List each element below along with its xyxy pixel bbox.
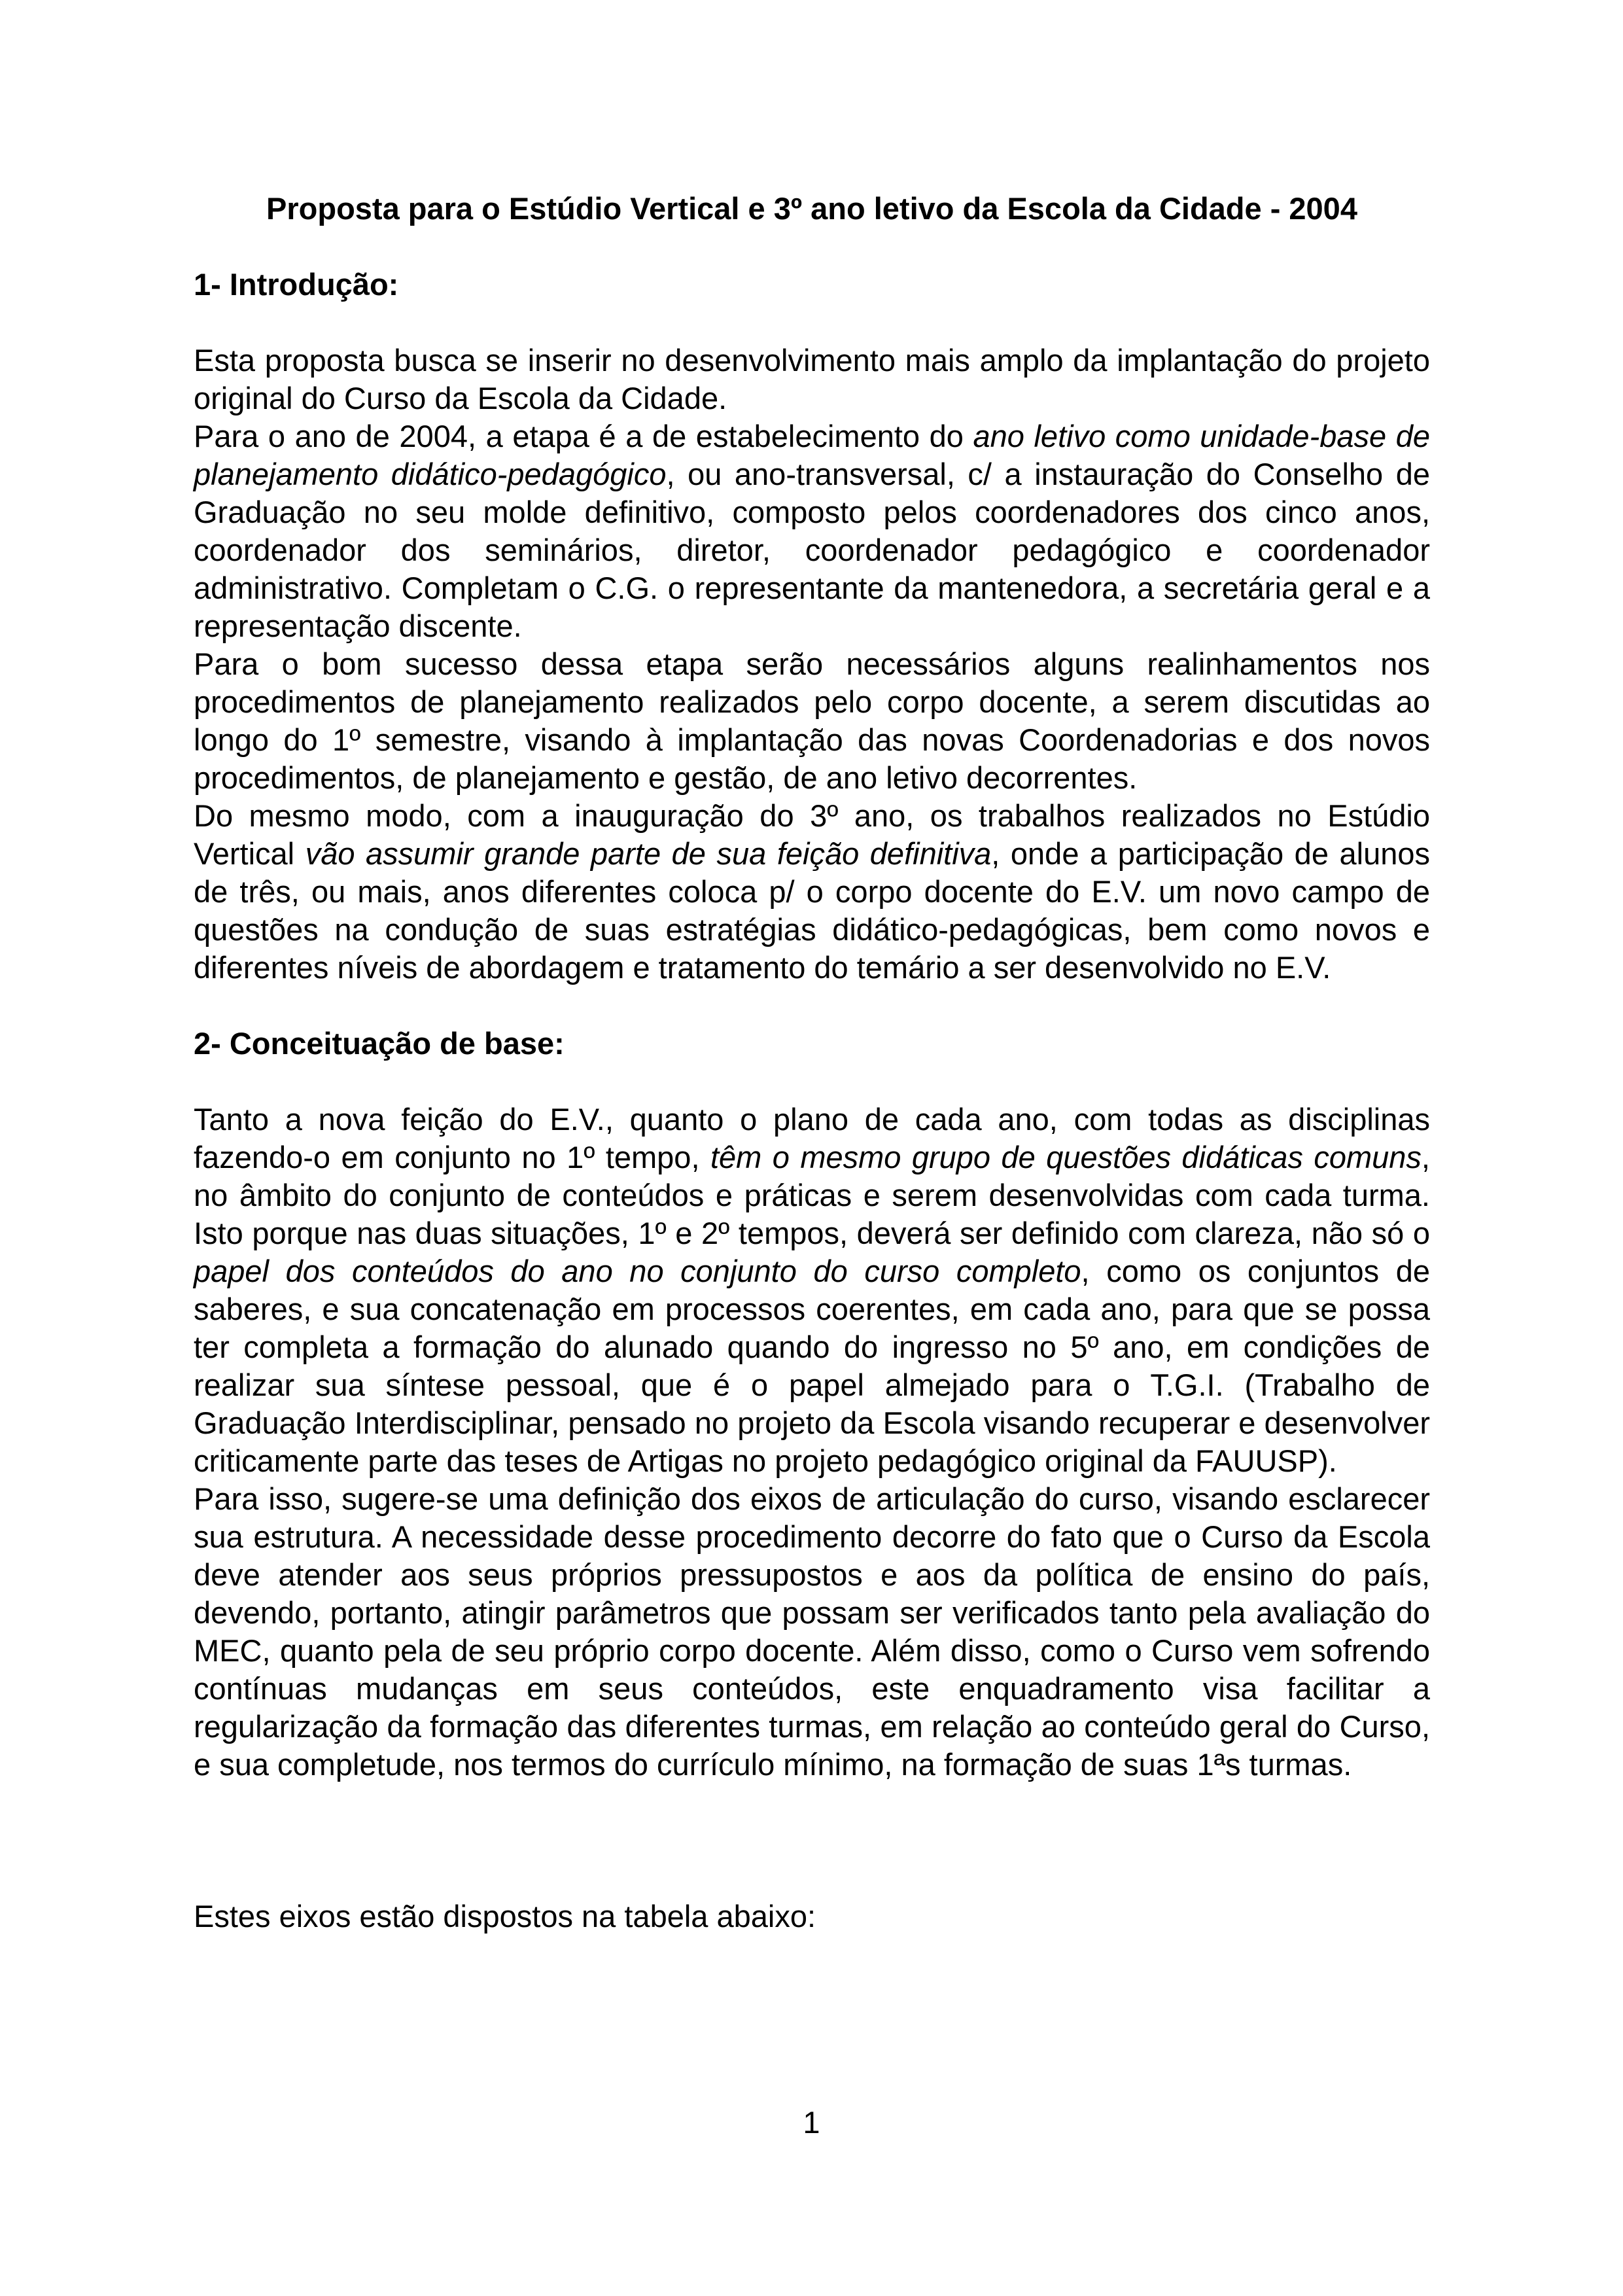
text-run: Do mesmo modo, com a inauguração do 3º ano, os trabalhos realizados no Estúdio Vertical	[194, 798, 1430, 871]
paragraph	[194, 645, 1430, 797]
text-run: Para o bom sucesso dessa etapa serão necessários alguns realinhamentos nos procedimentos de planejamento realizados pelo corpo docente, a serem discutidas ao longo do 1º semestre, visando à implantação das novas Coordenadorias e dos novos procedimentos, de planejamento e gestão, de ano letivo decorrentes.	[194, 646, 1430, 795]
emphasis-text: têm o mesmo grupo de questões didáticas comuns	[710, 1140, 1422, 1174]
section-heading: 1- Introdução:	[194, 267, 399, 302]
text-run: Tanto a nova feição do E.V., quanto o plano de cada ano, com todas as disciplinas fazendo-o em conjunto no 1º tempo,	[194, 1102, 1430, 1174]
emphasis-text: ano letivo como unidade-base de planejamento didático-pedagógico	[194, 419, 1430, 491]
page-number: 1	[803, 2105, 820, 2140]
text-run: Para isso, sugere-se uma definição dos eixos de articulação do curso, visando esclarecer sua estrutura. A necessidade desse procedimento decorre do fato que o Curso da Escola deve atender aos seus próprios pressupostos e aos da política de ensino do país, devendo, portanto, atingir parâmetros que possam ser verificados tanto pela avaliação do MEC, quanto pela de seu próprio corpo docente. Além disso, como o Curso vem sofrendo contínuas mudanças em seus conteúdos, este enquadramento visa facilitar a regularização da formação das diferentes turmas, em relação ao conteúdo geral do Curso, e sua completude, nos termos do currículo mínimo, na formação de suas 1ªs turmas.	[194, 1481, 1430, 1782]
paragraph	[194, 417, 1430, 645]
section-body	[194, 342, 1430, 987]
paragraph	[194, 797, 1430, 987]
paragraph	[194, 1480, 1430, 1784]
text-run: Estes eixos estão dispostos na tabela abaixo:	[194, 1899, 816, 1934]
text-run: , onde a participação de alunos de três, ou mais, anos diferentes coloca p/ o corpo docente do E.V. um novo campo de questões na condução de suas estratégias didático-pedagógicas, bem como novos e diferentes níveis de abordagem e tratamento do temário a ser desenvolvido no E.V.	[194, 836, 1431, 985]
page-content	[194, 190, 1430, 1973]
text-run: , no âmbito do conjunto de conteúdos e práticas e serem desenvolvidas com cada turma. Isto porque nas duas situações, 1º e 2º tempos, deverá ser definido com clareza, não só o	[194, 1140, 1430, 1250]
emphasis-text: papel dos conteúdos do ano no conjunto do curso completo	[194, 1254, 1081, 1288]
text-run: Esta proposta busca se inserir no desenvolvimento mais amplo da implantação do projeto original do Curso da Escola da Cidade.	[194, 343, 1430, 415]
document-title: Proposta para o Estúdio Vertical e 3º ano letivo da Escola da Cidade - 2004	[266, 191, 1357, 226]
section-heading: 2- Conceituação de base:	[194, 1026, 565, 1061]
section-body	[194, 1101, 1430, 1935]
paragraph	[194, 1101, 1430, 1480]
text-run: Para o ano de 2004, a etapa é a de estabelecimento do	[194, 419, 973, 453]
paragraph	[194, 1898, 1430, 1935]
text-run: , como os conjuntos de saberes, e sua concatenação em processos coerentes, em cada ano, para que se possa ter completa a formação do alunado quando do ingresso no 5º ano, em condições de realizar sua síntese pessoal, que é o papel almejado para o T.G.I. (Trabalho de Graduação Interdisciplinar, pensado no projeto da Escola visando recuperar e desenvolver criticamente parte das teses de Artigas no projeto pedagógico original da FAUUSP).	[194, 1254, 1430, 1478]
text-run: , ou ano-transversal, c/ a instauração do Conselho de Graduação no seu molde definitivo, composto pelos coordenadores dos cinco anos, coordenador dos seminários, diretor, coordenador pedagógico e coordenador administrativo. Completam o C.G. o representante da mantenedora, a secretária geral e a representação discente.	[194, 457, 1430, 643]
emphasis-text: vão assumir grande parte de sua feição definitiva	[305, 836, 992, 871]
paragraph	[194, 342, 1430, 417]
